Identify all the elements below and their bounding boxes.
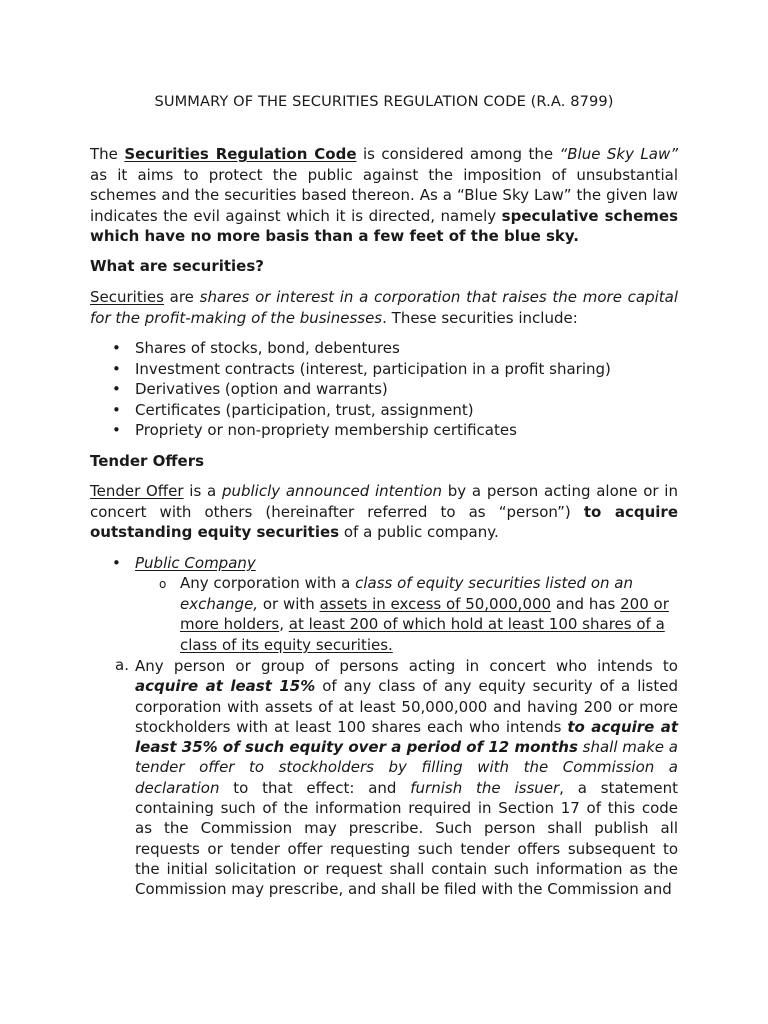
pc-text-6: 200 or more holders [180, 594, 669, 634]
item-a-p8: furnish the issuer [410, 778, 560, 797]
tender-def-text-4: by a person acting alone or in concert with others (hereinafter referred to as “person”) [90, 482, 678, 521]
item-a-p4: to acquire at least 35% of such equity over a period of 12 months [135, 717, 678, 757]
tender-def-italic: publicly announced intention [221, 482, 443, 500]
pc-text-5: and has [551, 594, 621, 613]
pc-text-3: or with [258, 594, 320, 613]
item-a-p9: , a statement containing such of the information required in Section 17 of this code as the Commission may prescribe. Such person shall publish all requests or tender offer requesting such tender offers subsequent to the initial solicitation or request shall contain such information as the Commission may prescribe, and shall be filed with the Commission and [135, 778, 678, 899]
intro-text-3: is considered among the [356, 145, 560, 163]
list-item: • Derivatives (option and warrants) [90, 379, 678, 400]
public-company-list [90, 553, 678, 574]
sub-list-item [90, 573, 678, 655]
securities-def-text-2: are [163, 288, 200, 306]
intro-src-link: Securities Regulation Code [124, 145, 357, 163]
securities-def-italic: shares or interest in a corporation that raises the more capital for the profit-making of the businesses [90, 288, 679, 327]
pc-text-8: at least 200 of which hold at least 100 shares of a class of its equity securities. [180, 615, 665, 654]
pc-text-4: assets in excess of 50,000,000 [319, 594, 552, 613]
sub-bullet-marker: o [159, 577, 167, 591]
list-item-a [90, 656, 678, 900]
tender-offer-definition [90, 481, 678, 543]
item-a-p7: to that effect: and [219, 778, 411, 797]
tender-def-text-6: of a public company. [339, 523, 499, 542]
intro-emphasis: speculative schemes which have no more basis than a few feet of the blue sky. [90, 206, 679, 246]
list-item-public-company [90, 553, 678, 574]
item-a-p2: acquire at least 15% [135, 677, 316, 696]
intro-blue-sky: “Blue Sky Law” [559, 145, 678, 163]
heading-tender-offers: Tender Offers [90, 452, 205, 470]
securities-term: Securities [90, 288, 164, 306]
item-a-p6: shall make a tender offer to stockholders by filling with the Commission a declaration [135, 738, 678, 797]
item-a-marker: a. [115, 656, 129, 674]
intro-paragraph [90, 144, 678, 247]
public-company-definition [90, 573, 678, 655]
item-a-p3: of any class of any equity security of a listed corporation with assets of at least 50,000,000 and having 200 or more stockholders with at least 100 shares each who intends [135, 677, 678, 736]
item-a-text [135, 656, 678, 900]
pc-text-1: Any corporation with a [180, 574, 356, 592]
intro-text-5: as it aims to protect the public against the imposition of unsubstantial schemes and the securities based thereon. As a “Blue Sky Law” the given law indicates the evil against which it is directed, namely [90, 165, 678, 225]
item-a-p1: Any person or group of persons acting in concert who intends to [135, 657, 678, 675]
tender-def-text-2: is a [183, 482, 222, 500]
pc-text-7: , [279, 615, 289, 634]
tender-offer-term: Tender Offer [90, 482, 184, 500]
document-title: SUMMARY OF THE SECURITIES REGULATION CODE (R.A. 8799) [154, 93, 614, 110]
intro-text-1: The [90, 145, 125, 163]
securities-def-text-4: . These securities include: [382, 308, 578, 327]
public-company-label: Public Company [135, 554, 256, 572]
tender-def-bold: to acquire outstanding equity securities [90, 502, 679, 542]
heading-what-are-securities: What are securities? [90, 257, 264, 275]
list-item: • Certificates (participation, trust, assignment) [90, 400, 678, 421]
list-item: • Shares of stocks, bond, debentures [90, 338, 678, 359]
securities-list [90, 338, 678, 441]
pc-text-2: class of equity securities listed on an exchange, [180, 574, 633, 613]
list-item: • Investment contracts (interest, participation in a profit sharing) [90, 359, 678, 380]
securities-definition [90, 287, 678, 328]
list-item: • Propriety or non-propriety membership certificates [90, 420, 678, 441]
